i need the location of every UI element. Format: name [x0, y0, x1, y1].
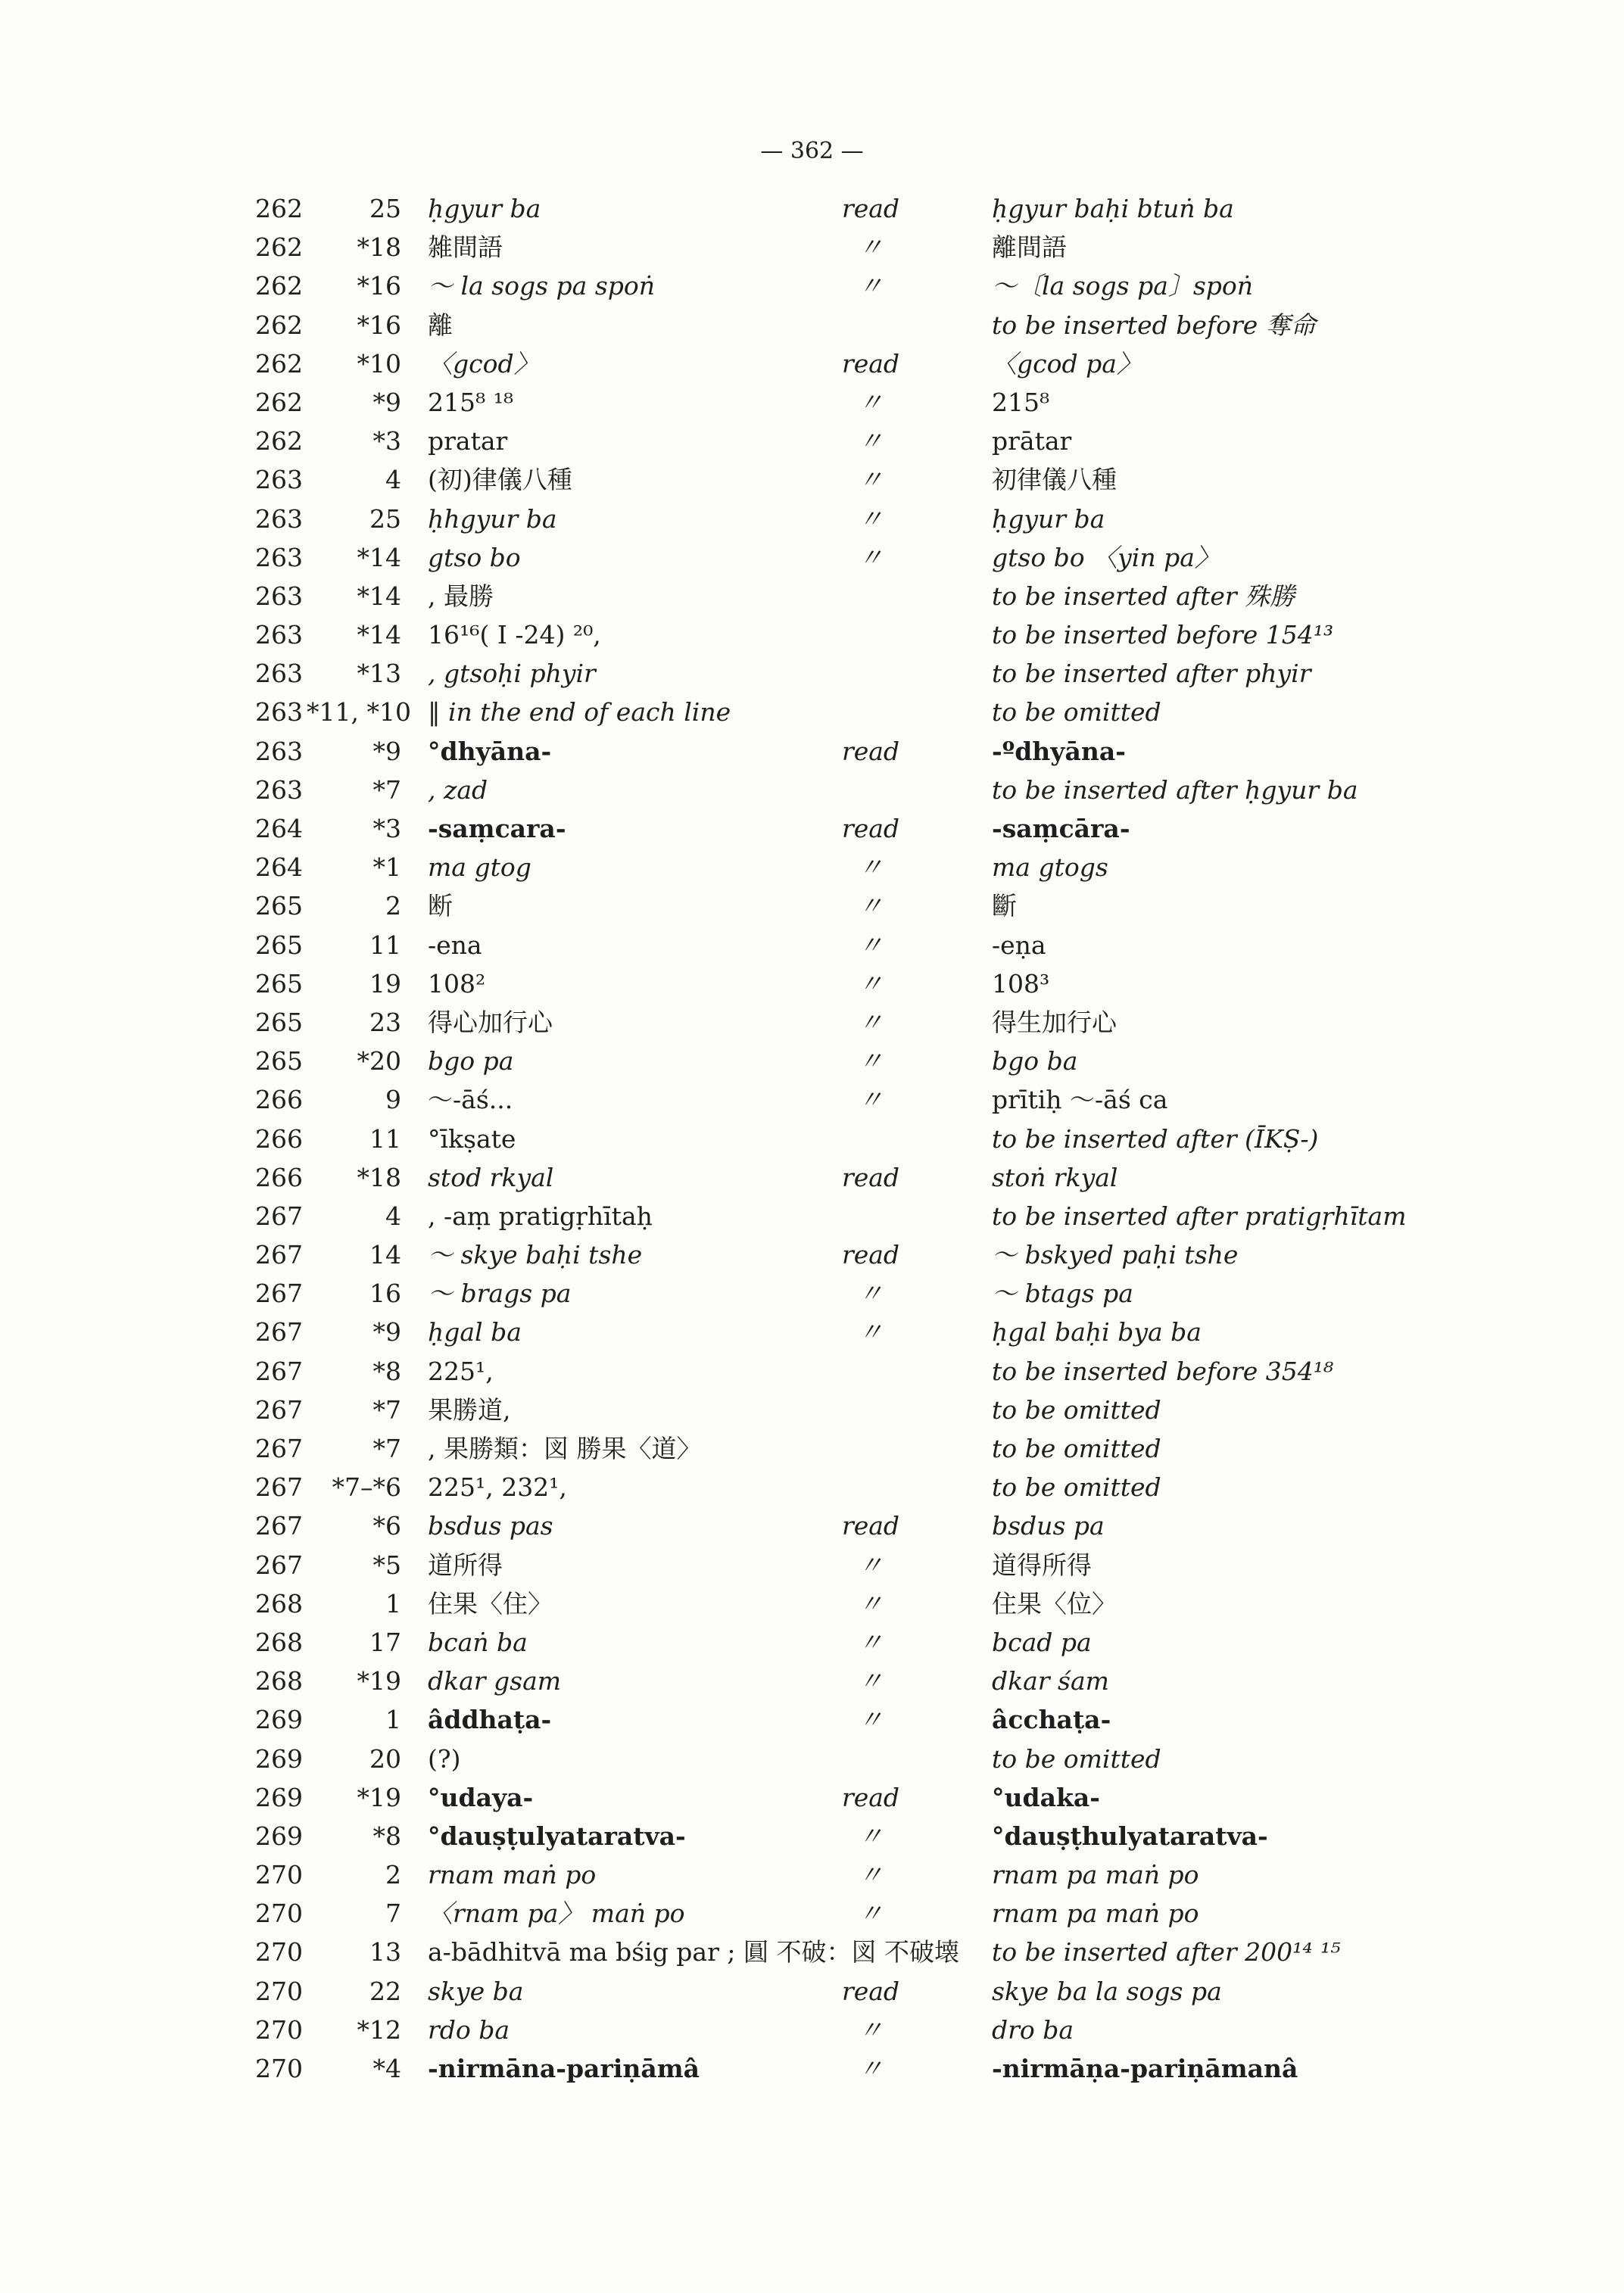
action-label: 〃 — [858, 2054, 884, 2083]
line-ref: *8 — [372, 1356, 401, 1386]
page-ref: 268 — [255, 1627, 303, 1657]
original-text: , gtsoḥi phyir — [428, 659, 596, 689]
line-ref: *18 — [357, 1162, 401, 1192]
corrected-text: to be omitted — [992, 1472, 1161, 1503]
errata-row — [227, 1042, 1529, 1080]
original-text: âddhaṭa- — [428, 1705, 552, 1735]
action-label: 〃 — [858, 1085, 884, 1115]
line-ref: *12 — [357, 2014, 401, 2045]
page-ref: 266 — [255, 1085, 303, 1115]
line-ref: 2 — [385, 1860, 401, 1890]
action-label: 〃 — [858, 426, 884, 456]
page-ref: 267 — [255, 1394, 303, 1425]
action-label: 〃 — [858, 1627, 884, 1657]
action-label: 〃 — [858, 852, 884, 883]
corrected-text: 初律儀八種 — [992, 465, 1117, 495]
page-ref: 262 — [255, 426, 303, 456]
page-ref: 263 — [255, 465, 303, 495]
page-ref: 267 — [255, 1279, 303, 1309]
errata-row — [227, 1506, 1529, 1545]
errata-row — [227, 538, 1529, 577]
corrected-text: to be inserted after (ĪKṢ-) — [992, 1123, 1319, 1154]
line-ref: *3 — [372, 814, 401, 843]
original-text: , -aṃ pratigṛhītaḥ — [428, 1201, 653, 1231]
original-text: °īkṣate — [428, 1123, 516, 1154]
errata-row — [227, 228, 1529, 266]
corrected-text: to be inserted after phyir — [992, 659, 1311, 689]
page-ref: 267 — [255, 1356, 303, 1386]
corrected-text: ～ btags pa — [992, 1279, 1133, 1309]
corrected-text: to be inserted after pratigṛhītam — [992, 1201, 1407, 1231]
line-ref: *13 — [357, 659, 401, 689]
corrected-text: 215⁸ — [992, 387, 1050, 417]
errata-row — [227, 1429, 1529, 1468]
errata-row — [227, 1778, 1529, 1817]
action-label: 〃 — [858, 1046, 884, 1076]
corrected-text: to be omitted — [992, 697, 1161, 727]
errata-row — [227, 1274, 1529, 1313]
corrected-text: to be inserted after 200¹⁴ ¹⁵ — [992, 1937, 1341, 1967]
page-ref: 263 — [255, 503, 303, 534]
corrected-text: to be omitted — [992, 1434, 1161, 1463]
corrected-text: prītiḥ ～-āś ca — [992, 1085, 1168, 1115]
line-ref: *16 — [357, 310, 401, 340]
corrected-text: ma gtogs — [992, 852, 1108, 883]
page-ref: 269 — [255, 1705, 303, 1735]
original-text: bsdus pas — [428, 1511, 553, 1541]
action-label: 〃 — [858, 1899, 884, 1929]
errata-row — [227, 1313, 1529, 1351]
action-label: 〃 — [858, 542, 884, 572]
page-ref: 267 — [255, 1550, 303, 1580]
original-text: ‖ in the end of each line — [428, 697, 731, 727]
errata-row — [227, 1623, 1529, 1662]
page-ref: 270 — [255, 2054, 303, 2083]
errata-row — [227, 615, 1529, 654]
line-ref: *3 — [372, 426, 401, 456]
line-ref: 20 — [369, 1743, 401, 1774]
line-ref: *1 — [372, 852, 401, 883]
corrected-text: -nirmāṇa-pariṇāmanâ — [992, 2054, 1298, 2083]
action-label: 〃 — [858, 1317, 884, 1347]
action-label: 〃 — [858, 2014, 884, 2045]
errata-row — [227, 693, 1529, 731]
corrected-text: to be inserted after 殊勝 — [992, 581, 1295, 611]
corrected-text: 道得所得 — [992, 1550, 1092, 1580]
page-ref: 263 — [255, 774, 303, 805]
corrected-text: 108³ — [992, 968, 1050, 999]
errata-row — [227, 964, 1529, 1003]
line-ref: *14 — [357, 620, 401, 650]
corrected-text: to be inserted before 154¹³ — [992, 620, 1334, 650]
original-text: 16¹⁶( I -24) ²⁰, — [428, 620, 601, 650]
action-label: 〃 — [858, 503, 884, 534]
original-text: gtso bo — [428, 542, 521, 572]
corrected-text: ḥgyur ba — [992, 503, 1105, 534]
original-text: , 最勝 — [428, 581, 494, 611]
errata-row — [227, 1894, 1529, 1933]
action-label: read — [841, 348, 900, 379]
original-text: bcaṅ ba — [428, 1627, 528, 1657]
page-ref: 265 — [255, 891, 303, 921]
line-ref: 22 — [369, 1976, 401, 2006]
original-text: ～ skye baḥi tshe — [428, 1240, 643, 1270]
corrected-text: bgo ba — [992, 1046, 1078, 1076]
original-text: 断 — [428, 891, 453, 921]
line-ref: 23 — [369, 1007, 401, 1037]
line-ref: 19 — [369, 968, 401, 999]
page-ref: 266 — [255, 1162, 303, 1192]
line-ref: 7 — [385, 1899, 401, 1929]
line-ref: 17 — [369, 1627, 401, 1657]
page-ref: 263 — [255, 620, 303, 650]
page-ref: 269 — [255, 1821, 303, 1851]
action-label: 〃 — [858, 465, 884, 495]
page-ref: 263 — [255, 697, 303, 727]
page-ref: 270 — [255, 1860, 303, 1890]
errata-row — [227, 1740, 1529, 1778]
line-ref: *20 — [357, 1046, 401, 1076]
original-text: -saṃcara- — [428, 814, 566, 843]
page-ref: 268 — [255, 1666, 303, 1696]
action-label: 〃 — [858, 1666, 884, 1696]
line-ref: *6 — [372, 1511, 401, 1541]
corrected-text: ～ bskyed paḥi tshe — [992, 1240, 1239, 1270]
corrected-text: to be omitted — [992, 1394, 1161, 1425]
original-text: 雑間語 — [428, 232, 503, 263]
line-ref: 1 — [385, 1705, 401, 1735]
page-ref: 263 — [255, 659, 303, 689]
action-label: read — [841, 1976, 900, 2006]
line-ref: *7 — [372, 1434, 401, 1463]
page-ref: 262 — [255, 387, 303, 417]
line-ref: *7–*6 — [332, 1472, 401, 1503]
page-ref: 264 — [255, 852, 303, 883]
corrected-text: bsdus pa — [992, 1511, 1105, 1541]
original-text: skye ba — [428, 1976, 524, 2006]
errata-row — [227, 1855, 1529, 1894]
line-ref: 16 — [369, 1279, 401, 1309]
original-text: stod rkyal — [428, 1162, 554, 1192]
errata-row — [227, 1546, 1529, 1584]
page-ref: 267 — [255, 1472, 303, 1503]
errata-row — [227, 1197, 1529, 1235]
corrected-text: stoṅ rkyal — [992, 1162, 1118, 1192]
line-ref: 4 — [385, 465, 401, 495]
errata-row — [227, 1235, 1529, 1274]
original-text: , zad — [428, 774, 488, 805]
action-label: 〃 — [858, 1279, 884, 1309]
page-ref: 267 — [255, 1201, 303, 1231]
original-text: °udaya- — [428, 1782, 534, 1812]
line-ref: 25 — [369, 194, 401, 223]
errata-row — [227, 1662, 1529, 1700]
corrected-text: skye ba la sogs pa — [992, 1976, 1222, 2006]
errata-row — [227, 732, 1529, 771]
errata-row — [227, 577, 1529, 615]
line-ref: *19 — [357, 1782, 401, 1812]
action-label: 〃 — [858, 1007, 884, 1037]
original-text: ḥhgyur ba — [428, 503, 557, 534]
corrected-text: to be inserted after ḥgyur ba — [992, 774, 1358, 805]
original-text: 225¹, 232¹, — [428, 1472, 567, 1503]
original-text: ma gtog — [428, 852, 531, 883]
original-text: ～ brags pa — [428, 1279, 572, 1309]
page-ref: 262 — [255, 271, 303, 301]
errata-row — [227, 1933, 1529, 1971]
errata-row — [227, 1700, 1529, 1739]
errata-row — [227, 1120, 1529, 1158]
corrected-text: âcchaṭa- — [992, 1705, 1111, 1735]
action-label: 〃 — [858, 387, 884, 417]
corrected-text: rnam pa maṅ po — [992, 1899, 1199, 1929]
corrected-text: gtso bo 〈yin pa〉 — [992, 542, 1220, 572]
corrected-text: 〈gcod pa〉 — [992, 348, 1142, 379]
page-ref: 265 — [255, 1007, 303, 1037]
line-ref: *7 — [372, 774, 401, 805]
page-ref: 269 — [255, 1743, 303, 1774]
line-ref: 9 — [385, 1085, 401, 1115]
page-ref: 270 — [255, 1976, 303, 2006]
original-text: 果勝道, — [428, 1394, 511, 1425]
errata-row — [227, 926, 1529, 964]
errata-row — [227, 2049, 1529, 2088]
errata-row — [227, 809, 1529, 848]
line-ref: *8 — [372, 1821, 401, 1851]
errata-row — [227, 848, 1529, 886]
corrected-text: ～〔la sogs pa〕spoṅ — [992, 271, 1254, 301]
page-ref: 270 — [255, 1899, 303, 1929]
action-label: 〃 — [858, 1821, 884, 1851]
line-ref: 13 — [369, 1937, 401, 1967]
errata-row — [227, 306, 1529, 344]
action-label: 〃 — [858, 232, 884, 263]
corrected-text: bcad pa — [992, 1627, 1092, 1657]
corrected-text: to be inserted before 奪命 — [992, 310, 1316, 340]
page-ref: 262 — [255, 310, 303, 340]
page-ref: 266 — [255, 1123, 303, 1154]
page-ref: 262 — [255, 194, 303, 223]
corrected-text: -saṃcāra- — [992, 814, 1130, 843]
original-text: 108² — [428, 968, 486, 999]
original-text: -nirmāna-pariṇāmâ — [428, 2054, 700, 2083]
line-ref: *7 — [372, 1394, 401, 1425]
page-number: — 362 — — [760, 138, 864, 164]
original-text: 住果〈住〉 — [428, 1588, 553, 1618]
line-ref: *16 — [357, 271, 401, 301]
corrected-text: rnam pa maṅ po — [992, 1860, 1199, 1890]
line-ref: *19 — [357, 1666, 401, 1696]
line-ref: 4 — [385, 1201, 401, 1231]
page-ref: 265 — [255, 1046, 303, 1076]
errata-row — [227, 1080, 1529, 1119]
errata-row — [227, 771, 1529, 809]
page-ref: 267 — [255, 1317, 303, 1347]
original-text: ḥgyur ba — [428, 194, 541, 223]
original-text: (?) — [428, 1743, 461, 1774]
original-text: °dhyāna- — [428, 736, 552, 766]
errata-row — [227, 2011, 1529, 2049]
corrected-text: to be inserted before 354¹⁸ — [992, 1356, 1334, 1386]
corrected-text: to be omitted — [992, 1743, 1161, 1774]
action-label: 〃 — [858, 891, 884, 921]
original-text: 215⁸ ¹⁸ — [428, 387, 514, 417]
corrected-text: ḥgal baḥi bya ba — [992, 1317, 1202, 1347]
original-text: 225¹, — [428, 1356, 494, 1386]
line-ref: 1 — [385, 1588, 401, 1618]
page-ref: 262 — [255, 232, 303, 263]
page-ref: 268 — [255, 1588, 303, 1618]
original-text: 道所得 — [428, 1550, 503, 1580]
corrected-text: 斷 — [992, 891, 1017, 921]
action-label: 〃 — [858, 1860, 884, 1890]
line-ref: 14 — [369, 1240, 401, 1270]
action-label: read — [841, 736, 900, 766]
original-text: ḥgal ba — [428, 1317, 522, 1347]
action-label: read — [841, 1240, 900, 1270]
original-text: (初)律儀八種 — [428, 465, 572, 495]
action-label: read — [841, 1511, 900, 1541]
original-text: 得心加行心 — [428, 1007, 553, 1037]
action-label: read — [841, 194, 900, 223]
errata-row — [227, 266, 1529, 305]
original-text: °dauṣṭulyataratva- — [428, 1821, 686, 1851]
page-ref: 267 — [255, 1240, 303, 1270]
page-ref: 264 — [255, 814, 303, 843]
line-ref: *11, *10 — [307, 697, 411, 727]
errata-row — [227, 1003, 1529, 1042]
page-ref: 269 — [255, 1782, 303, 1812]
action-label: 〃 — [858, 1550, 884, 1580]
corrected-text: dkar śam — [992, 1666, 1109, 1696]
errata-row — [227, 189, 1529, 228]
line-ref: *9 — [372, 387, 401, 417]
action-label: 〃 — [858, 1705, 884, 1735]
original-text: dkar gsam — [428, 1666, 562, 1696]
errata-row — [227, 1391, 1529, 1429]
original-text: 〈gcod〉 — [428, 348, 539, 379]
line-ref: *4 — [372, 2054, 401, 2083]
corrected-text: -eṇa — [992, 930, 1046, 960]
corrected-text: 住果〈位〉 — [992, 1588, 1117, 1618]
errata-row — [227, 1972, 1529, 2011]
errata-row — [227, 422, 1529, 460]
line-ref: 25 — [369, 503, 401, 534]
errata-row — [227, 1468, 1529, 1506]
errata-row — [227, 1584, 1529, 1623]
line-ref: *14 — [357, 581, 401, 611]
original-text: ～ la sogs pa spoṅ — [428, 271, 656, 301]
errata-row — [227, 460, 1529, 499]
action-label: read — [841, 814, 900, 843]
page-ref: 270 — [255, 2014, 303, 2045]
page-ref: 263 — [255, 581, 303, 611]
original-text: rdo ba — [428, 2014, 510, 2045]
corrected-text: °udaka- — [992, 1782, 1100, 1812]
errata-row — [227, 500, 1529, 538]
action-label: 〃 — [858, 271, 884, 301]
errata-row — [227, 654, 1529, 693]
corrected-text: ḥgyur baḥi btuṅ ba — [992, 194, 1234, 223]
line-ref: *14 — [357, 542, 401, 572]
original-text: rnam maṅ po — [428, 1860, 597, 1890]
line-ref: 2 — [385, 891, 401, 921]
errata-row — [227, 886, 1529, 925]
original-text: 離 — [428, 310, 453, 340]
page-ref: 263 — [255, 736, 303, 766]
original-text: pratar — [428, 426, 508, 456]
action-label: read — [841, 1162, 900, 1192]
errata-row — [227, 344, 1529, 383]
corrected-text: °dauṣṭhulyataratva- — [992, 1821, 1268, 1851]
original-text: 〈rnam pa〉 maṅ po — [428, 1899, 685, 1929]
corrected-text: prātar — [992, 426, 1072, 456]
original-text: , 果勝類：図 勝果〈道〉 — [428, 1434, 702, 1463]
line-ref: *18 — [357, 232, 401, 263]
page-ref: 265 — [255, 930, 303, 960]
action-label: 〃 — [858, 968, 884, 999]
line-ref: *10 — [357, 348, 401, 379]
page-ref: 262 — [255, 348, 303, 379]
action-label: 〃 — [858, 1588, 884, 1618]
page-ref: 270 — [255, 1937, 303, 1967]
original-text: bgo pa — [428, 1046, 514, 1076]
line-ref: *9 — [372, 1317, 401, 1347]
errata-row — [227, 1352, 1529, 1391]
original-text: -ena — [428, 930, 482, 960]
original-text: ～-āś... — [428, 1085, 513, 1115]
corrected-text: dro ba — [992, 2014, 1074, 2045]
action-label: 〃 — [858, 930, 884, 960]
line-ref: *9 — [372, 736, 401, 766]
line-ref: 11 — [369, 930, 401, 960]
page-ref: 267 — [255, 1511, 303, 1541]
errata-row — [227, 1158, 1529, 1197]
errata-row — [227, 383, 1529, 422]
corrected-text: 得生加行心 — [992, 1007, 1117, 1037]
errata-table — [227, 189, 1529, 2088]
errata-row — [227, 1817, 1529, 1855]
line-ref: *5 — [372, 1550, 401, 1580]
original-text: a-bādhitvā ma bśig par ; 圓 不破：図 不破壊 — [428, 1937, 959, 1967]
corrected-text: -ºdhyāna- — [992, 736, 1126, 766]
page-ref: 265 — [255, 968, 303, 999]
corrected-text: 離間語 — [992, 232, 1067, 263]
page-ref: 267 — [255, 1434, 303, 1463]
page-ref: 263 — [255, 542, 303, 572]
line-ref: 11 — [369, 1123, 401, 1154]
action-label: read — [841, 1782, 900, 1812]
